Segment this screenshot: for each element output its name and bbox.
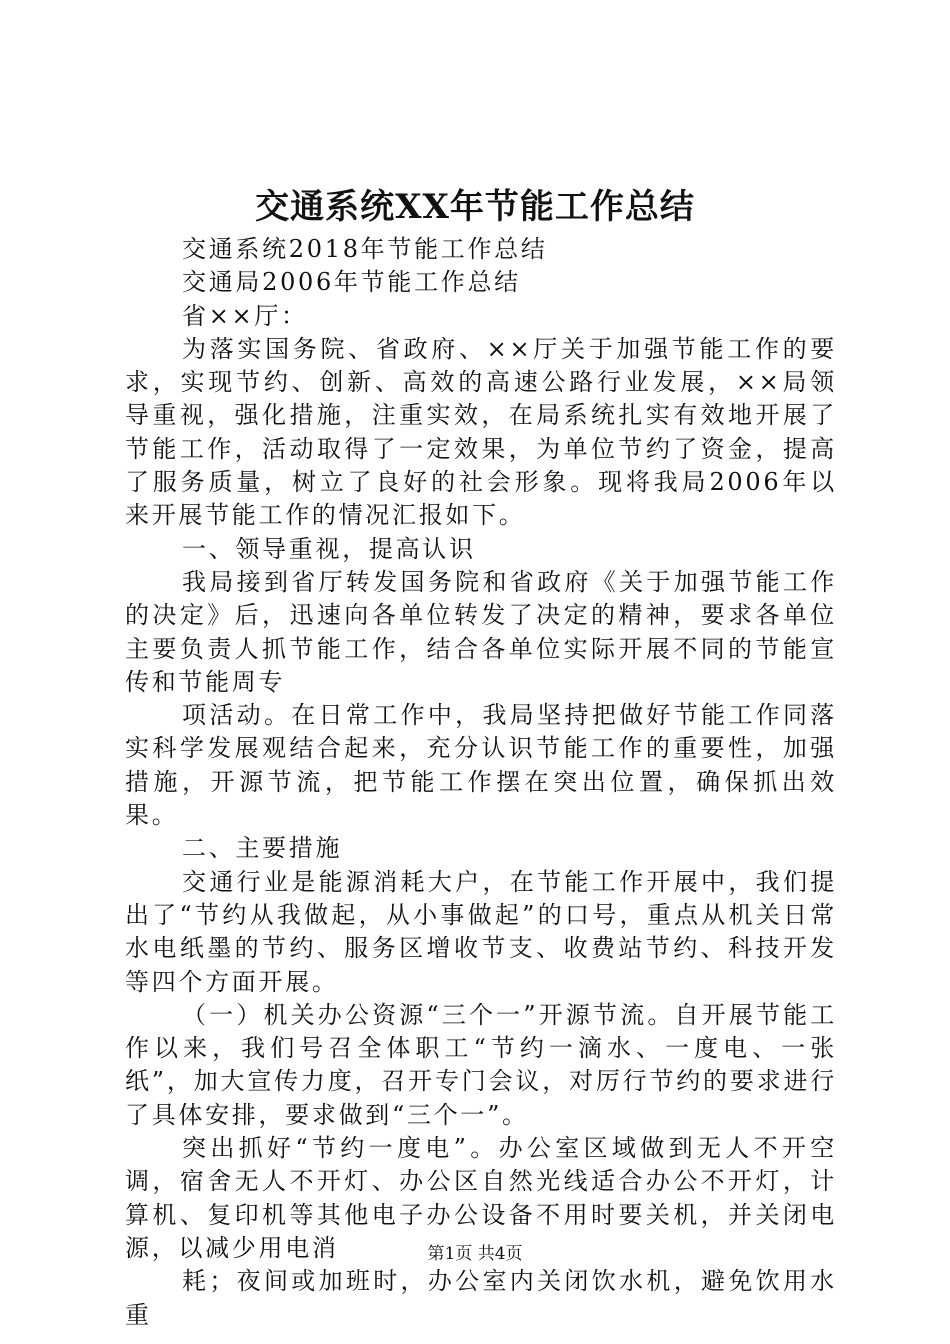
paragraph-section-1a: 我局接到省厅转发国务院和省政府《关于加强节能工作的决定》后，迅速向各单位转发了决定的精神，要求各单位主要负责人抓节能工作，结合各单位实际开展不同的节能宣传和节能周专 [125,567,837,696]
section-heading-2: 二、主要措施 [182,834,343,863]
document-title: 交通系统XX年节能工作总结 [255,187,695,227]
paragraph-electricity: 突出抓好“节约一度电”。办公室区域做到无人不开空调，宿舍无人不开灯、办公区自然光线适合办公不开灯，计算机、复印机等其他电子办公设备不用时要关机，并关闭电源，以减少用电消 [125,1134,837,1262]
paragraph-salutation: 省××厅： [182,301,308,330]
page-number-footer: 第1页 共4页 [427,1244,523,1264]
paragraph-section-1b: 项活动。在日常工作中，我局坚持把做好节能工作同落实科学发展观结合起来，充分认识节能工作的重要性，加强措施，开源节流，把节能工作摆在突出位置，确保抓出效果。 [125,701,837,830]
paragraph-continued: 耗；夜间或加班时，办公室内关闭饮水机，避免饮用水重 [125,1267,837,1329]
document-body [125,233,837,1332]
section-heading-1: 一、领导重视，提高认识 [182,534,476,563]
paragraph-intro: 为落实国务院、省政府、××厅关于加强节能工作的要求，实现节约、创新、高效的高速公路行业发展，××局领导重视，强化措施，注重实效，在局系统扎实有效地开展了节能工作，活动取得了一定效果，为单位节约了资金，提高了服务质量，树立了良好的社会形象。现将我局2006年以来开展节能工作的情况汇报如下。 [125,334,837,530]
paragraph-subsection-1: （一）机关办公资源“三个一”开源节流。自开展节能工作以来，我们号召全体职工“节约一滴水、一度电、一张纸”，加大宣传力度，召开专门会议，对厉行节约的要求进行了具体安排，要求做到“三个一”。 [125,1000,837,1129]
paragraph-subtitle-2006: 交通局2006年节能工作总结 [182,268,521,297]
paragraph-section-2a: 交通行业是能源消耗大户，在节能工作开展中，我们提出了“节约从我做起，从小事做起”的口号，重点从机关日常水电纸墨的节约、服务区增收节支、收费站节约、科技开发等四个方面开展。 [125,867,837,996]
paragraph-subtitle-2018: 交通系统2018年节能工作总结 [182,235,548,263]
